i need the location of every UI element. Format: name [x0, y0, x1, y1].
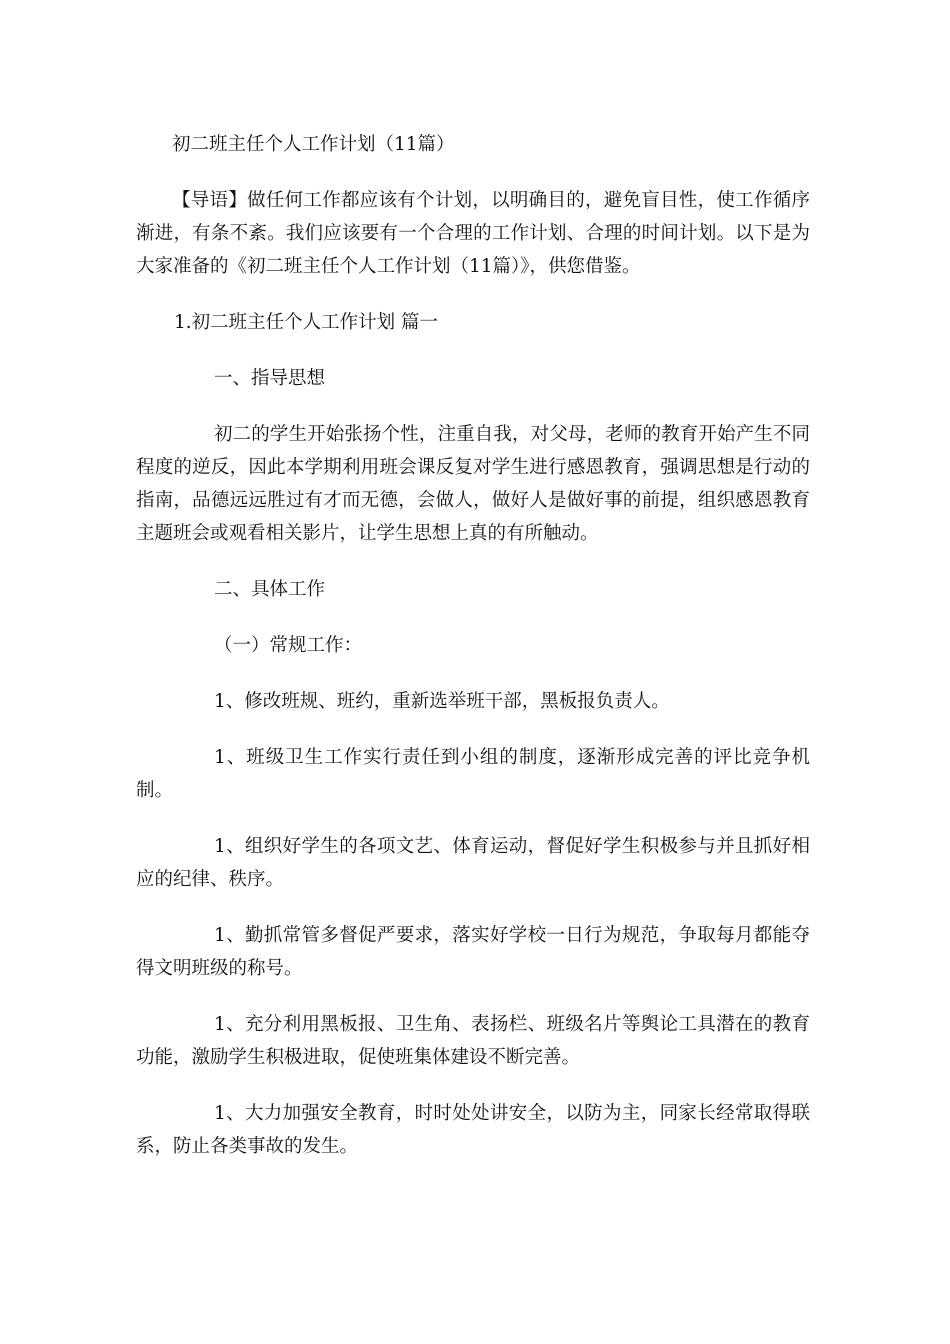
- heading-guiding-thought: 一、指导思想: [214, 368, 326, 389]
- section-title: 1.初二班主任个人工作计划 篇一: [174, 312, 439, 333]
- document-body: [136, 128, 810, 1186]
- list-item: 1、班级卫生工作实行责任到小组的制度，逐渐形成完善的评比竞争机制。: [136, 747, 810, 801]
- intro-paragraph: 【导语】做任何工作都应该有个计划，以明确目的，避免盲目性，使工作循序渐进，有条不紊。我们应该要有一个合理的工作计划、合理的时间计划。以下是为大家准备的《初二班主任个人工作计划（11篇）》，供您借鉴。: [136, 190, 810, 277]
- subheading-routine-work: （一）常规工作：: [214, 635, 363, 656]
- heading-specific-work: 二、具体工作: [214, 579, 326, 600]
- list-item: 1、修改班规、班约，重新选举班干部，黑板报负责人。: [214, 691, 670, 712]
- document-title: 初二班主任个人工作计划（11篇）: [172, 134, 455, 155]
- guiding-thought-paragraph: 初二的学生开始张扬个性，注重自我，对父母，老师的教育开始产生不同程度的逆反，因此本学期利用班会课反复对学生进行感恩教育，强调思想是行动的指南，品德远远胜过有才而无德，会做人，做好人是做好事的前提，组织感恩教育主题班会或观看相关影片，让学生思想上真的有所触动。: [136, 424, 810, 544]
- list-item: 1、大力加强安全教育，时时处处讲安全，以防为主，同家长经常取得联系，防止各类事故的发生。: [136, 1103, 810, 1157]
- list-item: 1、充分利用黑板报、卫生角、表扬栏、班级名片等舆论工具潜在的教育功能，激励学生积极进取，促使班集体建设不断完善。: [136, 1014, 810, 1068]
- list-item: 1、组织好学生的各项文艺、体育运动，督促好学生积极参与并且抓好相应的纪律、秩序。: [136, 836, 810, 890]
- list-item: 1、勤抓常管多督促严要求，落实好学校一日行为规范，争取每月都能夺得文明班级的称号。: [136, 925, 810, 979]
